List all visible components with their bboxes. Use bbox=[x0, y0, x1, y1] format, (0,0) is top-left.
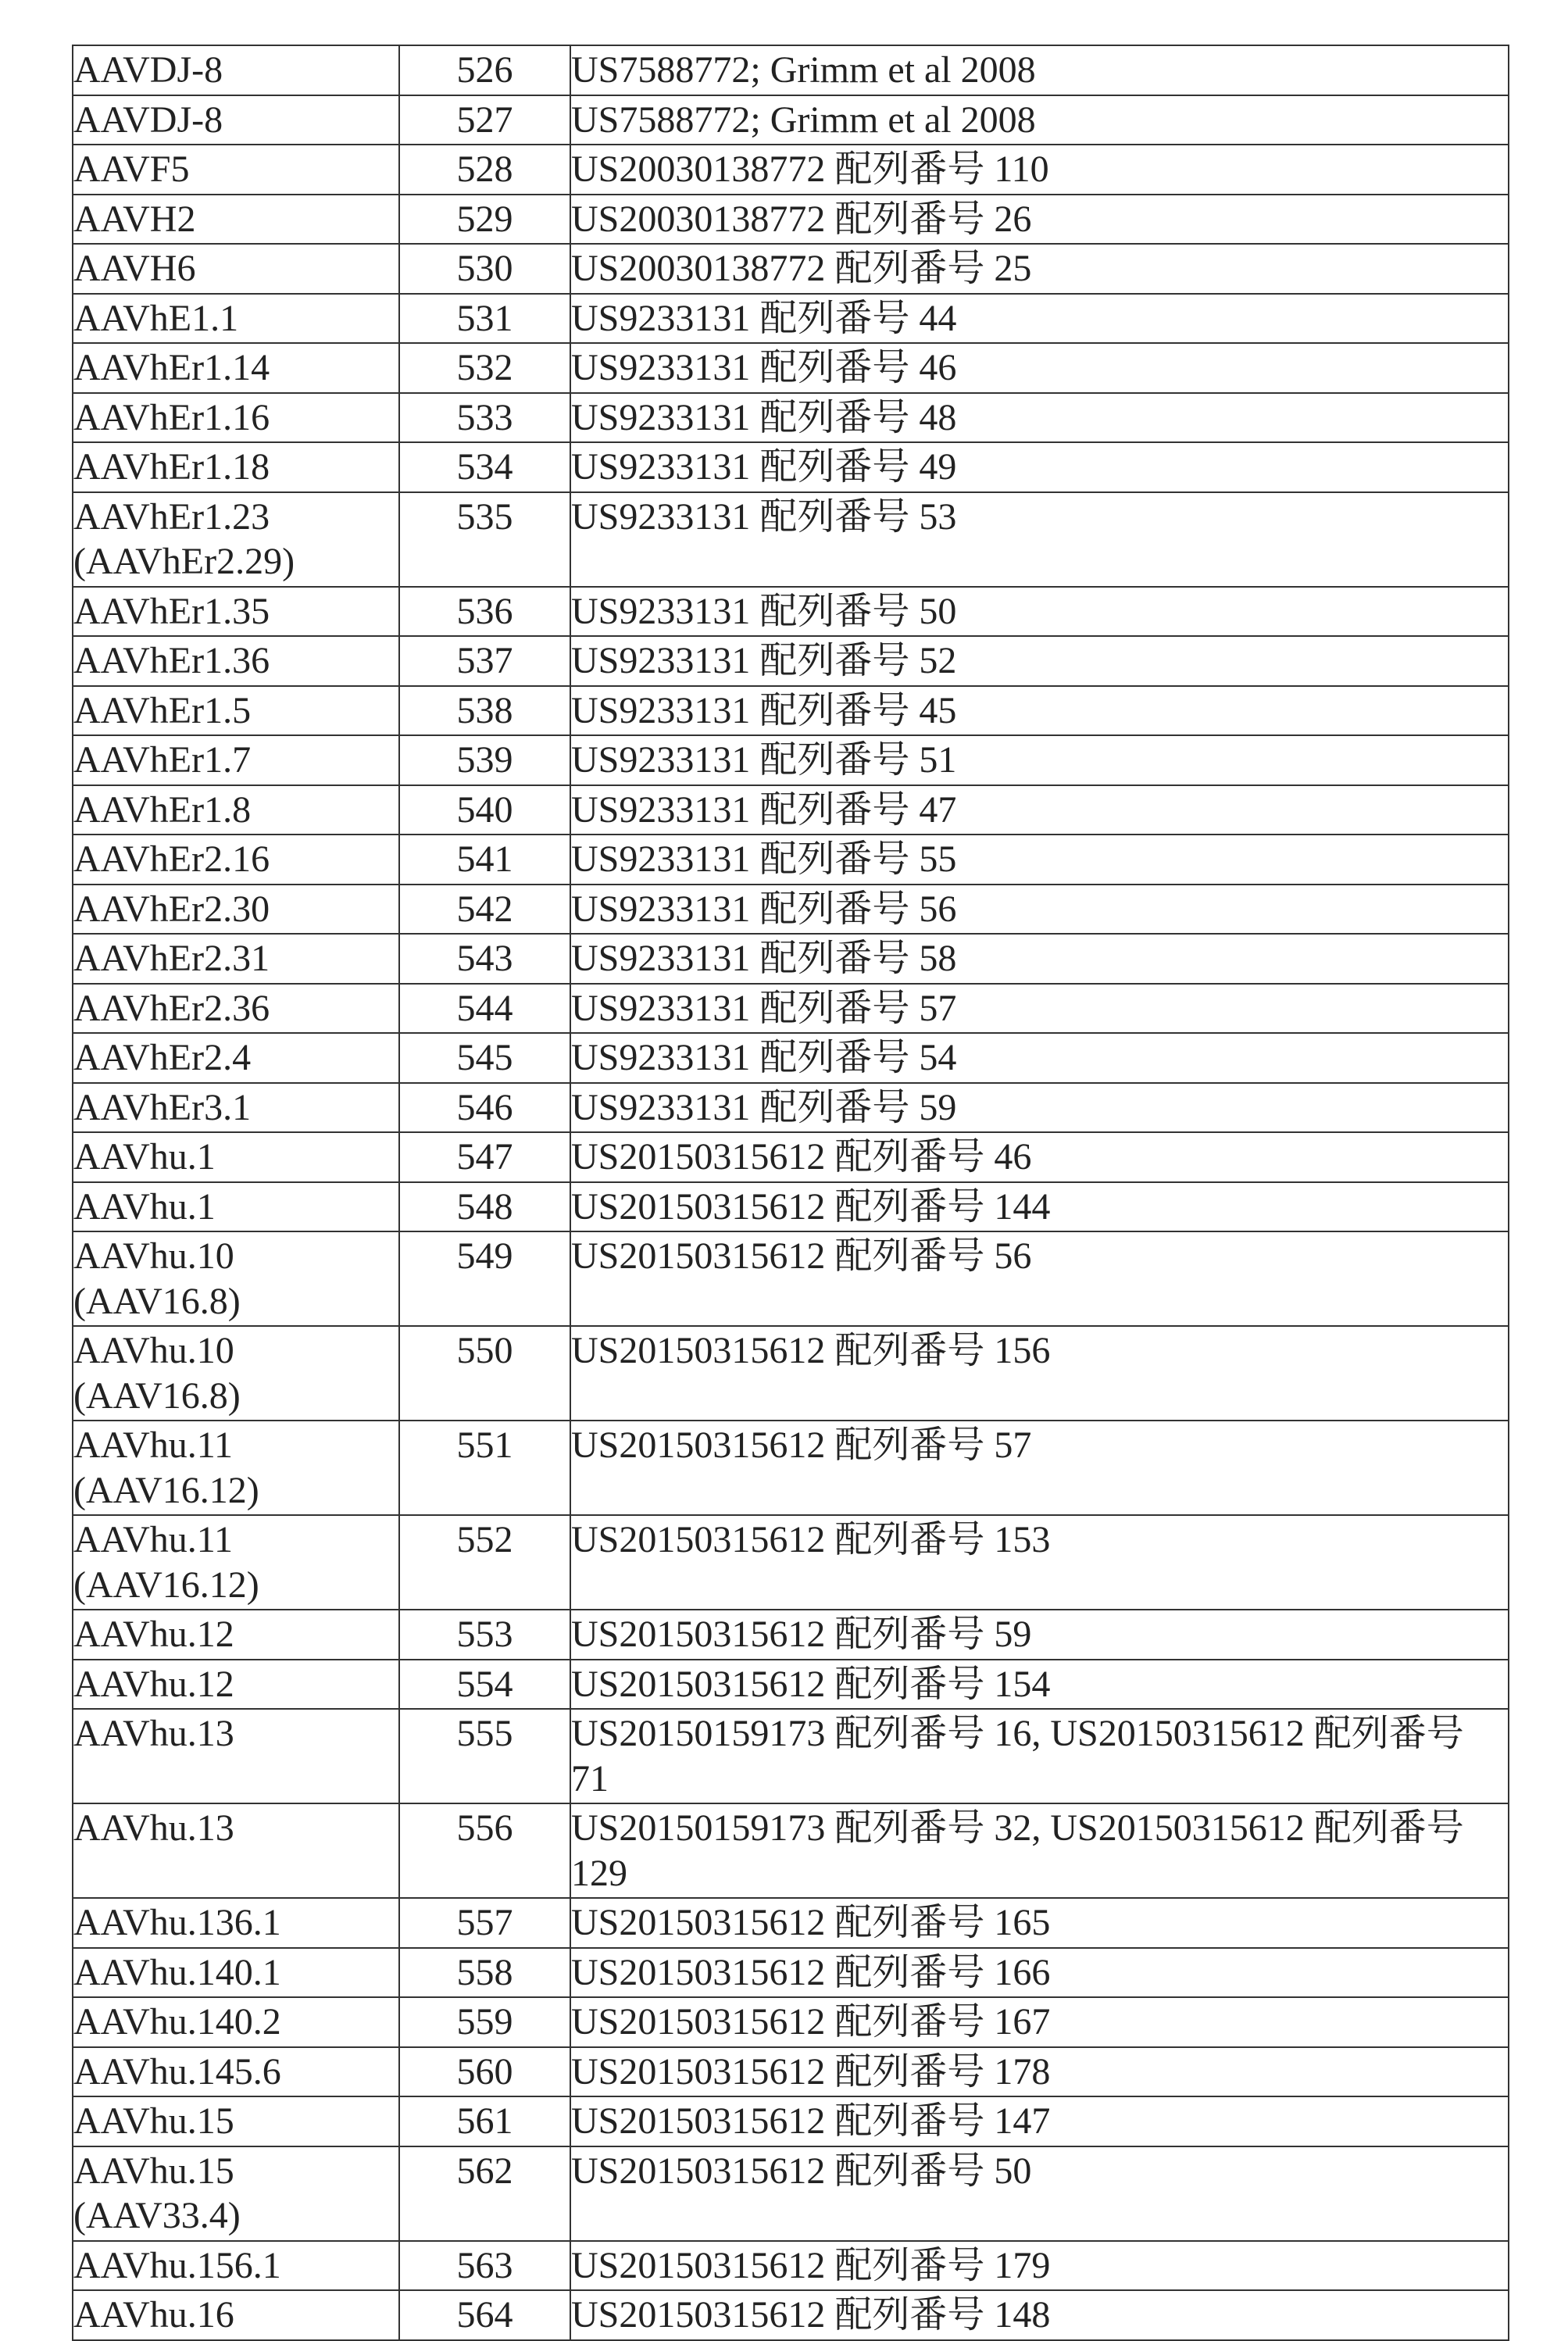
reference-cell bbox=[570, 1421, 1509, 1515]
reference-cell bbox=[570, 885, 1509, 935]
reference-text: US20150315612 配列番号 46 bbox=[571, 1136, 1032, 1178]
reference-cell bbox=[570, 294, 1509, 344]
reference-cell bbox=[570, 2096, 1509, 2146]
table-row bbox=[73, 343, 1509, 393]
seq-id-number: 557 bbox=[456, 1902, 513, 1943]
serotype-name: AAVH2 bbox=[73, 198, 196, 240]
serotype-cell bbox=[73, 195, 399, 245]
reference-text: US9233131 配列番号 50 bbox=[571, 590, 957, 632]
seq-id-number: 546 bbox=[456, 1086, 513, 1128]
serotype-name: (AAV33.4) bbox=[73, 2195, 241, 2236]
serotype-name: AAVhEr1.8 bbox=[73, 788, 252, 831]
seq-id-number: 552 bbox=[456, 1519, 513, 1560]
seq-id-cell bbox=[399, 2047, 570, 2097]
seq-id-cell bbox=[399, 1132, 570, 1182]
reference-cell bbox=[570, 1033, 1509, 1083]
seq-id-cell bbox=[399, 294, 570, 344]
seq-id-number: 528 bbox=[456, 148, 513, 190]
seq-id-number: 539 bbox=[456, 739, 513, 781]
serotype-cell bbox=[73, 587, 399, 637]
table-row bbox=[73, 835, 1509, 885]
reference-cell bbox=[570, 1326, 1509, 1421]
reference-cell bbox=[570, 1231, 1509, 1326]
serotype-name: AAVDJ-8 bbox=[73, 49, 223, 91]
reference-text: US20150315612 配列番号 144 bbox=[571, 1185, 1051, 1228]
serotype-name: AAVhEr2.4 bbox=[73, 1037, 252, 1078]
reference-cell bbox=[570, 1709, 1509, 1803]
table-body bbox=[73, 45, 1509, 2340]
seq-id-cell bbox=[399, 1898, 570, 1948]
serotype-name: AAVDJ-8 bbox=[73, 98, 223, 141]
seq-id-number: 534 bbox=[456, 446, 513, 488]
serotype-cell bbox=[73, 244, 399, 294]
reference-text: US20150315612 配列番号 59 bbox=[571, 1614, 1032, 1655]
serotype-name: AAVhu.12 bbox=[73, 1614, 234, 1655]
reference-cell bbox=[570, 1948, 1509, 1998]
serotype-cell bbox=[73, 343, 399, 393]
serotype-cell bbox=[73, 492, 399, 587]
serotype-cell bbox=[73, 934, 399, 984]
table-row bbox=[73, 934, 1509, 984]
seq-id-number: 527 bbox=[456, 98, 513, 141]
serotype-cell bbox=[73, 686, 399, 736]
seq-id-cell bbox=[399, 1083, 570, 1133]
seq-id-number: 561 bbox=[456, 2100, 513, 2142]
reference-cell bbox=[570, 492, 1509, 587]
table-row bbox=[73, 1660, 1509, 1710]
seq-id-number: 541 bbox=[456, 838, 513, 880]
seq-id-number: 547 bbox=[456, 1136, 513, 1178]
seq-id-number: 542 bbox=[456, 888, 513, 930]
reference-text: US9233131 配列番号 56 bbox=[571, 888, 957, 930]
table-row bbox=[73, 785, 1509, 835]
reference-cell bbox=[570, 984, 1509, 1034]
reference-text: US9233131 配列番号 49 bbox=[571, 446, 957, 488]
reference-cell bbox=[570, 244, 1509, 294]
sequence-reference-table bbox=[72, 45, 1509, 2341]
reference-cell bbox=[570, 1083, 1509, 1133]
serotype-name: AAVhu.10 bbox=[73, 1330, 234, 1371]
table-row bbox=[73, 442, 1509, 492]
serotype-name: AAVhEr3.1 bbox=[73, 1086, 252, 1128]
table-row bbox=[73, 1997, 1509, 2047]
reference-text: US20030138772 配列番号 26 bbox=[571, 198, 1032, 240]
serotype-name: AAVhu.136.1 bbox=[73, 1902, 281, 1943]
reference-text: US9233131 配列番号 59 bbox=[571, 1086, 957, 1128]
seq-id-number: 537 bbox=[456, 640, 513, 681]
serotype-name: AAVhu.156.1 bbox=[73, 2244, 281, 2286]
seq-id-cell bbox=[399, 1326, 570, 1421]
table-row bbox=[73, 393, 1509, 443]
table-row bbox=[73, 636, 1509, 686]
serotype-cell bbox=[73, 885, 399, 935]
serotype-cell bbox=[73, 2096, 399, 2146]
reference-cell bbox=[570, 636, 1509, 686]
seq-id-number: 562 bbox=[456, 2150, 513, 2192]
seq-id-number: 543 bbox=[456, 938, 513, 979]
reference-text: US9233131 配列番号 54 bbox=[571, 1037, 957, 1078]
reference-cell bbox=[570, 1515, 1509, 1610]
reference-text: 129 bbox=[571, 1852, 627, 1894]
table-row bbox=[73, 1515, 1509, 1610]
table-row bbox=[73, 294, 1509, 344]
reference-cell bbox=[570, 1898, 1509, 1948]
table-row bbox=[73, 244, 1509, 294]
seq-id-cell bbox=[399, 244, 570, 294]
serotype-name: AAVhEr1.5 bbox=[73, 689, 252, 731]
seq-id-cell bbox=[399, 145, 570, 195]
serotype-cell bbox=[73, 1132, 399, 1182]
table-row bbox=[73, 2047, 1509, 2097]
table-row bbox=[73, 984, 1509, 1034]
serotype-cell bbox=[73, 45, 399, 95]
reference-cell bbox=[570, 587, 1509, 637]
reference-text: US20150315612 配列番号 148 bbox=[571, 2294, 1051, 2336]
reference-text: US20150315612 配列番号 56 bbox=[571, 1235, 1032, 1277]
seq-id-number: 535 bbox=[456, 495, 513, 538]
reference-text: US9233131 配列番号 46 bbox=[571, 347, 957, 388]
reference-cell bbox=[570, 195, 1509, 245]
serotype-cell bbox=[73, 1326, 399, 1421]
serotype-name: (AAV16.12) bbox=[73, 1564, 259, 1606]
reference-cell bbox=[570, 1660, 1509, 1710]
table-row bbox=[73, 195, 1509, 245]
seq-id-number: 558 bbox=[456, 1951, 513, 1993]
seq-id-cell bbox=[399, 587, 570, 637]
seq-id-cell bbox=[399, 1948, 570, 1998]
table-row bbox=[73, 1709, 1509, 1803]
serotype-name: AAVhEr1.35 bbox=[73, 590, 270, 632]
reference-cell bbox=[570, 735, 1509, 785]
reference-text: US20030138772 配列番号 110 bbox=[571, 148, 1049, 190]
seq-id-number: 555 bbox=[456, 1713, 513, 1754]
seq-id-cell bbox=[399, 1033, 570, 1083]
reference-cell bbox=[570, 2241, 1509, 2291]
reference-cell bbox=[570, 2146, 1509, 2241]
table-row bbox=[73, 1610, 1509, 1660]
seq-id-cell bbox=[399, 1803, 570, 1898]
serotype-cell bbox=[73, 984, 399, 1034]
reference-text: US9233131 配列番号 48 bbox=[571, 396, 957, 438]
table-row bbox=[73, 587, 1509, 637]
reference-text: US7588772; Grimm et al 2008 bbox=[571, 49, 1036, 91]
seq-id-number: 560 bbox=[456, 2050, 513, 2093]
seq-id-cell bbox=[399, 984, 570, 1034]
seq-id-cell bbox=[399, 835, 570, 885]
serotype-name: AAVhEr1.14 bbox=[73, 347, 270, 388]
table-row bbox=[73, 1231, 1509, 1326]
seq-id-cell bbox=[399, 1660, 570, 1710]
seq-id-cell bbox=[399, 2096, 570, 2146]
serotype-cell bbox=[73, 735, 399, 785]
serotype-name: AAVhEr2.30 bbox=[73, 888, 270, 930]
table-row bbox=[73, 1132, 1509, 1182]
serotype-cell bbox=[73, 1610, 399, 1660]
seq-id-cell bbox=[399, 95, 570, 145]
reference-cell bbox=[570, 393, 1509, 443]
table-row bbox=[73, 735, 1509, 785]
serotype-cell bbox=[73, 835, 399, 885]
reference-text: US20150315612 配列番号 147 bbox=[571, 2100, 1051, 2142]
reference-text: US20150159173 配列番号 16, US20150315612 配列番号 bbox=[571, 1713, 1464, 1754]
reference-text: US20150315612 配列番号 179 bbox=[571, 2244, 1051, 2286]
serotype-cell bbox=[73, 1231, 399, 1326]
seq-id-number: 548 bbox=[456, 1185, 513, 1228]
serotype-name: AAVhu.13 bbox=[73, 1807, 234, 1849]
serotype-name: AAVhE1.1 bbox=[73, 297, 239, 339]
reference-cell bbox=[570, 835, 1509, 885]
table-row bbox=[73, 45, 1509, 95]
serotype-name: AAVhEr1.23 bbox=[73, 495, 270, 538]
table-row bbox=[73, 1182, 1509, 1232]
seq-id-cell bbox=[399, 735, 570, 785]
seq-id-cell bbox=[399, 45, 570, 95]
serotype-cell bbox=[73, 294, 399, 344]
serotype-name: AAVhu.1 bbox=[73, 1185, 216, 1228]
serotype-name: AAVhu.12 bbox=[73, 1663, 234, 1705]
seq-id-cell bbox=[399, 2241, 570, 2291]
serotype-cell bbox=[73, 1033, 399, 1083]
serotype-name: AAVhEr1.18 bbox=[73, 446, 270, 488]
serotype-cell bbox=[73, 1997, 399, 2047]
reference-cell bbox=[570, 1610, 1509, 1660]
seq-id-cell bbox=[399, 686, 570, 736]
serotype-name: (AAV16.8) bbox=[73, 1374, 241, 1417]
table-row bbox=[73, 145, 1509, 195]
seq-id-cell bbox=[399, 885, 570, 935]
serotype-name: AAVhu.10 bbox=[73, 1235, 234, 1277]
seq-id-number: 529 bbox=[456, 198, 513, 240]
seq-id-cell bbox=[399, 1709, 570, 1803]
seq-id-number: 532 bbox=[456, 347, 513, 388]
table-row bbox=[73, 1898, 1509, 1948]
seq-id-cell bbox=[399, 393, 570, 443]
serotype-cell bbox=[73, 1083, 399, 1133]
serotype-name: AAVhu.13 bbox=[73, 1713, 234, 1754]
seq-id-cell bbox=[399, 1421, 570, 1515]
reference-cell bbox=[570, 442, 1509, 492]
seq-id-cell bbox=[399, 343, 570, 393]
reference-text: US20150315612 配列番号 57 bbox=[571, 1424, 1032, 1466]
seq-id-number: 545 bbox=[456, 1037, 513, 1078]
serotype-name: AAVF5 bbox=[73, 148, 190, 190]
reference-cell bbox=[570, 1803, 1509, 1898]
seq-id-number: 538 bbox=[456, 689, 513, 731]
serotype-cell bbox=[73, 1709, 399, 1803]
seq-id-number: 559 bbox=[456, 2001, 513, 2043]
serotype-name: AAVhEr1.7 bbox=[73, 739, 252, 781]
reference-text: US9233131 配列番号 44 bbox=[571, 297, 957, 339]
reference-text: US20150315612 配列番号 166 bbox=[571, 1951, 1051, 1993]
serotype-name: AAVhEr2.16 bbox=[73, 838, 270, 880]
seq-id-cell bbox=[399, 2146, 570, 2241]
reference-cell bbox=[570, 934, 1509, 984]
reference-text: US9233131 配列番号 57 bbox=[571, 987, 957, 1029]
serotype-name: (AAVhEr2.29) bbox=[73, 541, 295, 582]
serotype-cell bbox=[73, 1898, 399, 1948]
reference-cell bbox=[570, 785, 1509, 835]
seq-id-number: 564 bbox=[456, 2294, 513, 2336]
serotype-cell bbox=[73, 1515, 399, 1610]
table-row bbox=[73, 1326, 1509, 1421]
seq-id-number: 551 bbox=[456, 1424, 513, 1466]
reference-text: US9233131 配列番号 51 bbox=[571, 739, 957, 781]
seq-id-number: 549 bbox=[456, 1235, 513, 1277]
serotype-name: AAVhEr2.36 bbox=[73, 987, 270, 1029]
reference-text: US9233131 配列番号 53 bbox=[571, 495, 957, 538]
serotype-cell bbox=[73, 145, 399, 195]
seq-id-cell bbox=[399, 785, 570, 835]
serotype-cell bbox=[73, 1660, 399, 1710]
reference-text: US20150315612 配列番号 165 bbox=[571, 1902, 1051, 1943]
reference-cell bbox=[570, 1132, 1509, 1182]
serotype-name: AAVhu.15 bbox=[73, 2150, 234, 2192]
seq-id-cell bbox=[399, 492, 570, 587]
serotype-cell bbox=[73, 636, 399, 686]
serotype-name: AAVhu.11 bbox=[73, 1519, 234, 1560]
serotype-cell bbox=[73, 2241, 399, 2291]
serotype-name: AAVhu.15 bbox=[73, 2100, 234, 2142]
reference-text: 71 bbox=[571, 1757, 609, 1800]
seq-id-cell bbox=[399, 1231, 570, 1326]
reference-cell bbox=[570, 2047, 1509, 2097]
reference-text: US7588772; Grimm et al 2008 bbox=[571, 98, 1036, 141]
serotype-cell bbox=[73, 1948, 399, 1998]
seq-id-cell bbox=[399, 1182, 570, 1232]
seq-id-cell bbox=[399, 934, 570, 984]
table-row bbox=[73, 95, 1509, 145]
serotype-name: (AAV16.12) bbox=[73, 1469, 259, 1511]
serotype-name: AAVhu.16 bbox=[73, 2294, 234, 2336]
seq-id-number: 554 bbox=[456, 1663, 513, 1705]
serotype-name: AAVhEr2.31 bbox=[73, 938, 270, 979]
table-row bbox=[73, 492, 1509, 587]
serotype-name: AAVhu.140.1 bbox=[73, 1951, 281, 1993]
serotype-name: (AAV16.8) bbox=[73, 1280, 241, 1322]
reference-text: US20150315612 配列番号 178 bbox=[571, 2050, 1051, 2093]
serotype-name: AAVhu.145.6 bbox=[73, 2050, 281, 2093]
reference-cell bbox=[570, 1182, 1509, 1232]
reference-cell bbox=[570, 1997, 1509, 2047]
seq-id-cell bbox=[399, 1515, 570, 1610]
seq-id-number: 533 bbox=[456, 396, 513, 438]
table-row bbox=[73, 686, 1509, 736]
reference-text: US9233131 配列番号 47 bbox=[571, 788, 957, 831]
seq-id-number: 563 bbox=[456, 2244, 513, 2286]
seq-id-number: 540 bbox=[456, 788, 513, 831]
table-row bbox=[73, 885, 1509, 935]
reference-text: US20150315612 配列番号 154 bbox=[571, 1663, 1051, 1705]
seq-id-number: 536 bbox=[456, 590, 513, 632]
reference-text: US20150315612 配列番号 156 bbox=[571, 1330, 1051, 1371]
seq-id-cell bbox=[399, 1610, 570, 1660]
reference-text: US20030138772 配列番号 25 bbox=[571, 248, 1032, 289]
table-row bbox=[73, 2241, 1509, 2291]
seq-id-cell bbox=[399, 1997, 570, 2047]
serotype-name: AAVhu.11 bbox=[73, 1424, 234, 1466]
serotype-cell bbox=[73, 1421, 399, 1515]
reference-cell bbox=[570, 343, 1509, 393]
reference-text: US20150159173 配列番号 32, US20150315612 配列番号 bbox=[571, 1807, 1464, 1849]
reference-text: US20150315612 配列番号 50 bbox=[571, 2150, 1032, 2192]
serotype-name: AAVhEr1.36 bbox=[73, 640, 270, 681]
reference-cell bbox=[570, 686, 1509, 736]
serotype-cell bbox=[73, 393, 399, 443]
table-row bbox=[73, 2096, 1509, 2146]
reference-cell bbox=[570, 145, 1509, 195]
table-row bbox=[73, 1803, 1509, 1898]
seq-id-cell bbox=[399, 195, 570, 245]
serotype-cell bbox=[73, 95, 399, 145]
seq-id-number: 530 bbox=[456, 248, 513, 289]
reference-text: US20150315612 配列番号 167 bbox=[571, 2001, 1051, 2043]
table-row bbox=[73, 1083, 1509, 1133]
seq-id-cell bbox=[399, 636, 570, 686]
serotype-name: AAVhEr1.16 bbox=[73, 396, 270, 438]
serotype-cell bbox=[73, 2146, 399, 2241]
serotype-cell bbox=[73, 785, 399, 835]
seq-id-cell bbox=[399, 442, 570, 492]
reference-text: US9233131 配列番号 45 bbox=[571, 689, 957, 731]
table-row bbox=[73, 1421, 1509, 1515]
serotype-name: AAVhu.1 bbox=[73, 1136, 216, 1178]
table-row bbox=[73, 2146, 1509, 2241]
serotype-cell bbox=[73, 1182, 399, 1232]
reference-text: US9233131 配列番号 55 bbox=[571, 838, 957, 880]
serotype-cell bbox=[73, 1803, 399, 1898]
seq-id-number: 531 bbox=[456, 297, 513, 339]
reference-text: US9233131 配列番号 58 bbox=[571, 938, 957, 979]
seq-id-number: 556 bbox=[456, 1807, 513, 1849]
seq-id-number: 553 bbox=[456, 1614, 513, 1655]
seq-id-number: 544 bbox=[456, 987, 513, 1029]
reference-text: US20150315612 配列番号 153 bbox=[571, 1519, 1051, 1560]
table-row bbox=[73, 1033, 1509, 1083]
table-row bbox=[73, 1948, 1509, 1998]
serotype-cell bbox=[73, 442, 399, 492]
reference-text: US9233131 配列番号 52 bbox=[571, 640, 957, 681]
seq-id-number: 526 bbox=[456, 49, 513, 91]
seq-id-number: 550 bbox=[456, 1330, 513, 1371]
reference-cell bbox=[570, 45, 1509, 95]
reference-cell bbox=[570, 95, 1509, 145]
serotype-name: AAVhu.140.2 bbox=[73, 2001, 281, 2043]
serotype-name: AAVH6 bbox=[73, 248, 196, 289]
serotype-cell bbox=[73, 2047, 399, 2097]
